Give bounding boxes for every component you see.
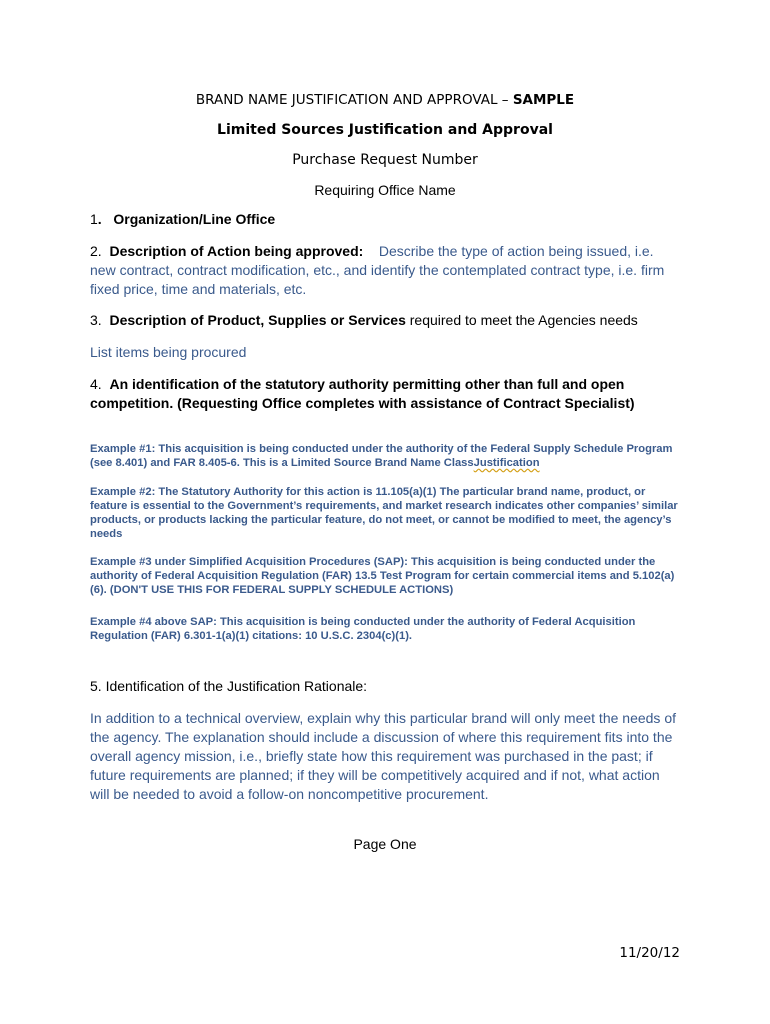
example-4: Example #4 above SAP: This acquisition is being conducted under the authority of Federal Acquisition Regulation (FAR) 6.301-1(a)(1) citations: 10 U.S.C. 2304(c)(1). (90, 616, 636, 642)
section-3-number: 3. (90, 312, 102, 328)
section-1-dot: . (97, 211, 102, 227)
purchase-request-number: Purchase Request Number (292, 152, 478, 168)
section-3 (90, 311, 680, 330)
example-1 (90, 442, 685, 470)
document-date: 11/20/12 (619, 945, 680, 961)
title-sample-label: SAMPLE (512, 92, 575, 108)
section-1 (90, 210, 680, 229)
section-2-description: Describe the type of action being issued, i.e. new contract, contract modification, etc., and identify the contemplated contract type, i.e. firm fixed price, time and materials, etc. (90, 243, 665, 297)
section-4-label: An identification of the statutory authority permitting other than full and open competition. (Requesting Office completes with assistance of Contract Specialist) (90, 376, 635, 411)
section-5-heading: 5. Identification of the Justification Rationale: (90, 678, 368, 694)
section-2 (90, 242, 680, 299)
section-2-number: 2. (90, 243, 102, 259)
page-label: Page One (353, 836, 417, 852)
section-3-items: List items being procured (90, 344, 247, 360)
section-4 (90, 375, 680, 413)
title-text: BRAND NAME JUSTIFICATION AND APPROVAL – (195, 92, 513, 108)
section-1-number: 1 (90, 211, 98, 227)
document-subtitle: Limited Sources Justification and Approval (217, 122, 553, 138)
example-3: Example #3 under Simplified Acquisition Procedures (SAP): This acquisition is being conducted under the authority of Federal Acquisition Regulation (FAR) 13.5 Test Program for certain commercial items and 5.102(a)(6). (DON'T USE THIS FOR FEDERAL SUPPLY SCHEDULE ACTIONS) (90, 556, 675, 596)
example-1-flagged-word: Justification (473, 457, 540, 469)
example-2: Example #2: The Statutory Authority for this action is 11.105(a)(1) The particular brand name, product, or feature is essential to the Government’s requirements, and market research indicates other companies’ similar products, or products lacking the particular feature, do not meet, or cannot be modified to meet, the agency’s needs (90, 486, 678, 540)
example-1-text: Example #1: This acquisition is being conducted under the authority of the Federal Supply Schedule Program (see 8.401) and FAR 8.405-6. This is a Limited Source Brand Name Class (90, 443, 673, 469)
requiring-office-name: Requiring Office Name (314, 182, 456, 198)
section-4-number: 4. (90, 376, 102, 392)
section-5-description: In addition to a technical overview, explain why this particular brand will only meet the needs of the agency. The explanation should include a discussion of where this requirement fits into the overall agency mission, i.e., briefly state how this requirement was purchased in the past; if future requirements are planned; if they will be competitively acquired and if not, what action will be needed to avoid a follow-on noncompetitive procurement. (90, 710, 676, 802)
section-3-rest: required to meet the Agencies needs (405, 312, 638, 328)
section-2-label: Description of Action being approved: (109, 243, 364, 259)
section-3-label: Description of Product, Supplies or Services (109, 312, 406, 328)
section-1-label: Organization/Line Office (113, 211, 276, 227)
document-title (0, 92, 770, 108)
